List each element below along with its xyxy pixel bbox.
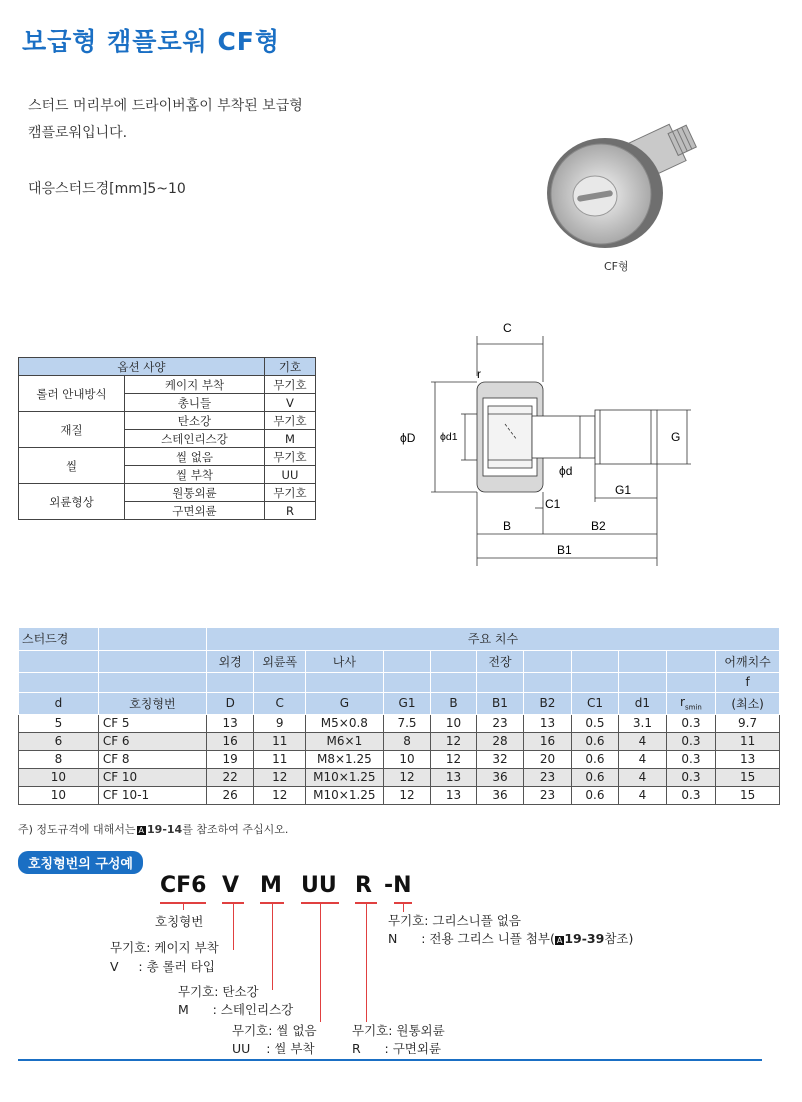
table-cell: CF 6 (98, 732, 206, 750)
table-cell: 32 (476, 750, 523, 768)
stud-range: 대응스터드경[mm]5~10 (28, 181, 186, 197)
table-cell: 12 (383, 786, 430, 804)
label-uu2: UU : 씰 부착 (232, 1041, 315, 1056)
col-G1: G1 (383, 692, 430, 714)
options-code: M (264, 430, 315, 448)
label-B: B (503, 519, 512, 533)
table-cell: 12 (431, 732, 476, 750)
table-cell: 15 (716, 768, 780, 786)
code-cf6: CF6 (160, 873, 207, 898)
table-cell: 16 (206, 732, 253, 750)
label-C: C (503, 321, 512, 335)
header-shoulder: 어깨치수 (716, 650, 780, 672)
col-name: 호칭형번 (98, 692, 206, 714)
options-code: 무기호 (264, 376, 315, 394)
table-cell: 4 (619, 768, 666, 786)
table-cell: 36 (476, 768, 523, 786)
header-f: f (716, 672, 780, 692)
table-cell: 10 (19, 768, 99, 786)
table-cell: 26 (206, 786, 253, 804)
product-caption: CF형 (604, 260, 629, 273)
table-cell: 6 (19, 732, 99, 750)
code-m: M (260, 873, 282, 898)
table-cell: 23 (476, 714, 523, 732)
table-cell: 12 (383, 768, 430, 786)
table-cell: 9 (254, 714, 306, 732)
label-model: 호칭형번 (155, 914, 204, 929)
col-B: B (431, 692, 476, 714)
options-code: R (264, 502, 315, 520)
table-cell: 16 (524, 732, 571, 750)
options-label: 씰 부착 (125, 466, 265, 484)
label-v1: 무기호: 케이지 부착 (110, 940, 219, 955)
accuracy-note: 주) 정도규격에 대해서는 A 19-14를 참조하여 주십시오. (18, 823, 289, 836)
table-cell: M8×1.25 (305, 750, 383, 768)
table-cell: 23 (524, 786, 571, 804)
col-r: $r_{smin}$ (666, 692, 716, 714)
label-C1: C1 (545, 497, 561, 511)
table-cell: CF 8 (98, 750, 206, 768)
table-cell: 8 (19, 750, 99, 768)
options-label: 구면외륜 (125, 502, 265, 520)
code-uu: UU (301, 873, 337, 898)
table-cell: CF 10-1 (98, 786, 206, 804)
table-cell: 0.6 (571, 732, 618, 750)
table-cell: CF 10 (98, 768, 206, 786)
table-cell: 0.6 (571, 750, 618, 768)
example-badge: 호칭형번의 구성예 (18, 851, 143, 874)
table-cell: 10 (383, 750, 430, 768)
col-C: C (254, 692, 306, 714)
product-image (535, 108, 715, 258)
table-row (19, 768, 780, 786)
catalog-ref-icon: A (138, 826, 145, 835)
options-code: 무기호 (264, 484, 315, 502)
label-G: G (671, 430, 681, 444)
table-cell: 0.3 (666, 750, 716, 768)
table-cell: M10×1.25 (305, 786, 383, 804)
options-group: 씰 (19, 448, 125, 484)
options-header-spec: 옵션 사양 (19, 358, 265, 376)
options-label: 케이지 부착 (125, 376, 265, 394)
col-G: G (305, 692, 383, 714)
options-group: 재질 (19, 412, 125, 448)
table-row (19, 786, 780, 804)
label-B2: B2 (591, 519, 606, 533)
label-r2: R : 구면외륜 (352, 1041, 442, 1056)
table-cell: 0.3 (666, 714, 716, 732)
label-m1: 무기호: 탄소강 (178, 984, 259, 999)
table-cell: 0.6 (571, 786, 618, 804)
options-label: 씰 없음 (125, 448, 265, 466)
catalog-ref-icon: A (556, 936, 563, 945)
connector (233, 902, 234, 950)
table-cell: 0.5 (571, 714, 618, 732)
table-cell: 13 (206, 714, 253, 732)
table-cell: 13 (716, 750, 780, 768)
options-header-code: 기호 (264, 358, 315, 376)
table-cell: 3.1 (619, 714, 666, 732)
connector (366, 902, 367, 1022)
col-D: D (206, 692, 253, 714)
table-cell: M5×0.8 (305, 714, 383, 732)
table-cell: 0.6 (571, 768, 618, 786)
label-n1: 무기호: 그리스니플 없음 (388, 913, 521, 928)
table-cell: 23 (524, 768, 571, 786)
table-cell: 28 (476, 732, 523, 750)
col-B1: B1 (476, 692, 523, 714)
table-cell: 36 (476, 786, 523, 804)
code-r: R (355, 873, 372, 898)
bottom-rule (18, 1059, 762, 1061)
col-d: d (19, 692, 99, 714)
table-cell: 9.7 (716, 714, 780, 732)
options-group: 외륜형상 (19, 484, 125, 520)
connector (272, 902, 273, 990)
header-stud: 스터드경 (19, 628, 99, 650)
table-cell: 0.3 (666, 768, 716, 786)
table-cell: 8 (383, 732, 430, 750)
table-cell: 4 (619, 732, 666, 750)
table-cell: 11 (716, 732, 780, 750)
options-code: UU (264, 466, 315, 484)
table-cell: 13 (524, 714, 571, 732)
table-cell: 12 (431, 750, 476, 768)
options-label: 탄소강 (125, 412, 265, 430)
label-phiD: ϕD (400, 431, 416, 445)
header-dims: 주요 치수 (206, 628, 779, 650)
table-cell: CF 5 (98, 714, 206, 732)
options-code: 무기호 (264, 448, 315, 466)
table-cell: 4 (619, 750, 666, 768)
label-B1: B1 (557, 543, 572, 557)
table-cell: 7.5 (383, 714, 430, 732)
description-line-2: 캠플로워입니다. (28, 125, 128, 141)
col-d1: d1 (619, 692, 666, 714)
label-v2: V : 총 롤러 타입 (110, 959, 215, 974)
code-n: -N (384, 873, 412, 898)
table-cell: 22 (206, 768, 253, 786)
table-cell: 13 (431, 786, 476, 804)
table-cell: 4 (619, 786, 666, 804)
table-cell: 13 (431, 768, 476, 786)
header-thread: 나사 (305, 650, 383, 672)
options-label: 총니들 (125, 394, 265, 412)
connector (320, 902, 321, 1022)
label-uu1: 무기호: 씰 없음 (232, 1023, 317, 1038)
label-G1: G1 (615, 483, 632, 497)
table-cell: 19 (206, 750, 253, 768)
table-row (19, 732, 780, 750)
col-C1: C1 (571, 692, 618, 714)
options-code: 무기호 (264, 412, 315, 430)
col-B2: B2 (524, 692, 571, 714)
table-cell: 12 (254, 768, 306, 786)
table-cell: 20 (524, 750, 571, 768)
table-cell: 11 (254, 750, 306, 768)
label-phid1: ϕd1 (440, 431, 458, 443)
label-r: r (477, 367, 481, 381)
table-row (19, 750, 780, 768)
dimension-table (18, 628, 780, 805)
table-cell: M10×1.25 (305, 768, 383, 786)
table-cell: 0.3 (666, 732, 716, 750)
table-cell: M6×1 (305, 732, 383, 750)
label-n2: N : 전용 그리스 니플 첨부( A 19-39참조) (388, 931, 634, 946)
table-cell: 15 (716, 786, 780, 804)
connector (183, 902, 184, 910)
header-width: 외륜폭 (254, 650, 306, 672)
code-v: V (222, 873, 240, 898)
options-code: V (264, 394, 315, 412)
label-phid: ϕd (559, 464, 573, 478)
options-label: 스테인리스강 (125, 430, 265, 448)
label-r1: 무기호: 원통외륜 (352, 1023, 445, 1038)
dimension-drawing (395, 318, 695, 568)
header-length: 전장 (476, 650, 523, 672)
description-line-1: 스터드 머리부에 드라이버홈이 부착된 보급형 (28, 98, 303, 114)
table-cell: 11 (254, 732, 306, 750)
table-row (19, 714, 780, 732)
table-cell: 0.3 (666, 786, 716, 804)
table-cell: 12 (254, 786, 306, 804)
label-m2: M : 스테인리스강 (178, 1002, 294, 1017)
options-label: 원통외륜 (125, 484, 265, 502)
page-title: 보급형 캠플로워 CF형 (22, 27, 281, 56)
options-table (18, 357, 316, 520)
table-cell: 10 (431, 714, 476, 732)
header-outer: 외경 (206, 650, 253, 672)
options-group: 롤러 안내방식 (19, 376, 125, 412)
table-cell: 5 (19, 714, 99, 732)
table-cell: 10 (19, 786, 99, 804)
col-f-min: (최소) (716, 692, 780, 714)
